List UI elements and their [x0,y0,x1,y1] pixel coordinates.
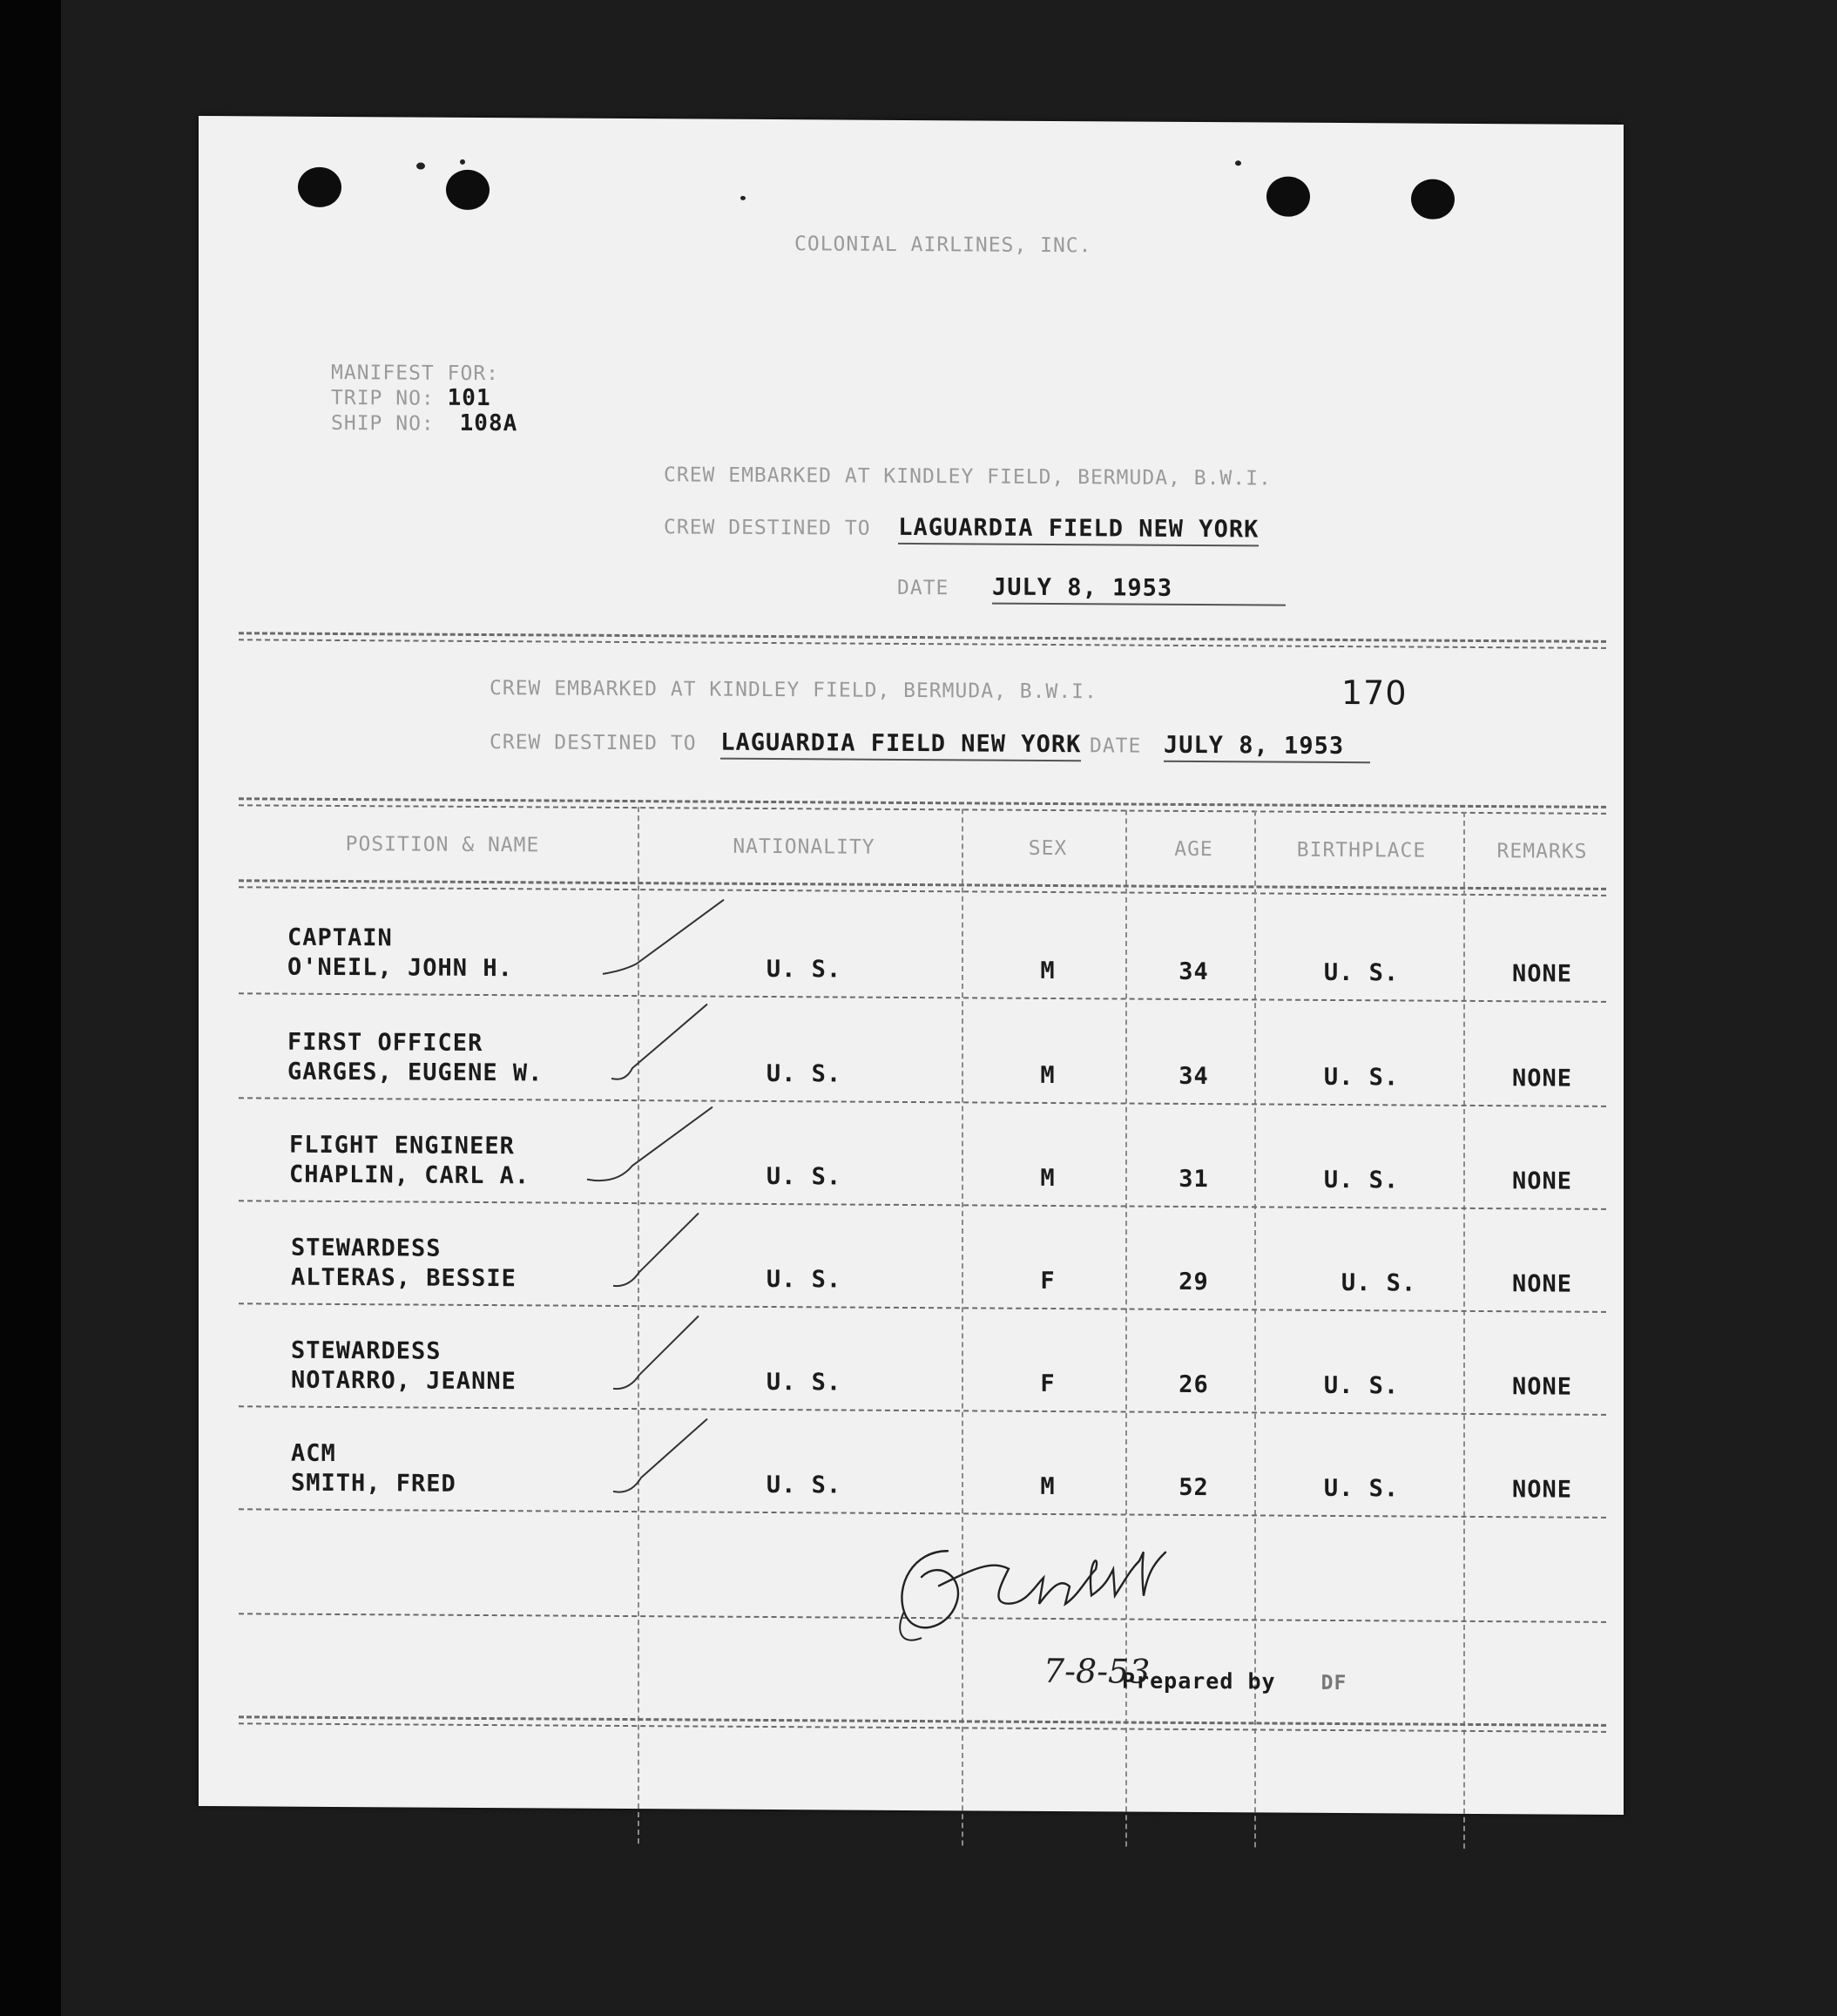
crew-position: CAPTAIN [287,923,393,952]
birthplace-cell: U. S. [1323,958,1400,987]
punch-hole-icon [1266,176,1310,216]
prepared-by [1122,1668,1347,1695]
ink-speck [460,159,465,165]
column-header-position: POSITION & NAME [345,833,540,857]
punch-hole-icon [298,167,341,207]
crew-name: CHAPLIN, CARL A. [289,1160,530,1190]
manifest-page [199,116,1624,1815]
crew-name: SMITH, FRED [291,1469,456,1498]
punch-hole-icon [446,170,490,210]
table-row-position-name [287,923,513,984]
sex-cell: M [1040,1164,1056,1193]
company-heading: COLONIAL AIRLINES, INC. [794,233,1092,258]
ink-speck [740,196,746,200]
crew-name: GARGES, EUGENE W. [287,1058,544,1087]
age-cell: 34 [1179,1062,1209,1091]
column-header-age: AGE [1174,837,1213,862]
nationality-cell: U. S. [766,1265,842,1294]
manifest-info [331,361,517,436]
ink-speck [1235,160,1241,166]
page-number: 170 [1341,673,1408,713]
ship-number: 108A [459,409,518,437]
column-header-remarks: REMARKS [1496,840,1588,863]
birthplace-cell: U. S. [1323,1371,1400,1400]
prepared-by-label: Prepared by [1122,1668,1276,1695]
crew-position: STEWARDESS [291,1336,442,1365]
nationality-cell: U. S. [766,1368,842,1397]
destined-label-2: CREW DESTINED TO [490,731,697,755]
sex-cell: M [1040,957,1056,985]
ink-speck [416,163,425,170]
remarks-cell: NONE [1511,1373,1573,1401]
row-rule [239,1405,1606,1416]
destination-1: LAGUARDIA FIELD NEW YORK [898,514,1259,547]
crew-name: ALTERAS, BESSIE [291,1263,517,1293]
scan-border [0,0,61,2016]
column-header-birthplace: BIRTHPLACE [1296,838,1427,863]
remarks-cell: NONE [1511,1270,1573,1298]
age-cell: 29 [1179,1268,1209,1296]
nationality-cell: U. S. [766,955,842,984]
nationality-cell: U. S. [766,1059,842,1088]
table-row-position-name [291,1439,456,1499]
age-cell: 31 [1179,1165,1209,1194]
destined-line-1 [664,512,1259,543]
table-row-position-name [291,1234,517,1295]
trip-number: 101 [447,384,491,412]
sex-cell: F [1040,1370,1056,1398]
row-rule [239,1200,1606,1210]
remarks-cell: NONE [1511,1167,1573,1195]
nationality-cell: U. S. [766,1471,842,1499]
birthplace-cell: U. S. [1323,1166,1400,1194]
sex-cell: M [1040,1061,1056,1090]
date-1: JULY 8, 1953 [992,574,1286,606]
destined-label-1: CREW DESTINED TO [664,516,871,540]
crew-name: O'NEIL, JOHN H. [287,953,513,983]
birthplace-cell: U. S. [1341,1269,1417,1297]
crew-position: STEWARDESS [291,1234,442,1262]
row-rule [239,992,1606,1003]
punch-hole-icon [1411,179,1455,220]
ship-label: SHIP NO: [331,411,435,436]
age-cell: 52 [1179,1473,1209,1502]
table-row-position-name [287,1028,543,1089]
remarks-cell: NONE [1511,1065,1573,1093]
remarks-cell: NONE [1511,1476,1573,1504]
date-line-1 [897,573,1286,603]
age-cell: 34 [1179,957,1209,986]
trip-label: TRIP NO: [331,386,435,410]
destination-2: LAGUARDIA FIELD NEW YORK [720,729,1081,762]
birthplace-cell: U. S. [1323,1474,1400,1503]
ship-row [331,410,517,436]
embarked-line-1: CREW EMBARKED AT KINDLEY FIELD, BERMUDA, B.W.I. [664,463,1272,490]
crew-name: NOTARRO, JEANNE [291,1366,517,1396]
column-header-sex: SEX [1028,836,1068,861]
birthplace-cell: U. S. [1323,1063,1400,1092]
remarks-cell: NONE [1511,960,1573,988]
date-label-1: DATE [897,576,949,600]
age-cell: 26 [1179,1370,1209,1399]
row-rule [239,1302,1606,1313]
destined-line-2 [490,727,1370,760]
nationality-cell: U. S. [766,1162,842,1191]
date-label-2: DATE [1089,734,1142,758]
sex-cell: M [1040,1472,1056,1501]
sex-cell: F [1040,1267,1056,1296]
table-row-position-name [291,1336,517,1397]
manifest-label: MANIFEST FOR: [331,361,500,386]
row-rule [239,1097,1606,1107]
signature-date: 7-8-53 [1043,1651,1151,1691]
embarked-line-2: CREW EMBARKED AT KINDLEY FIELD, BERMUDA, B.W.I. [490,677,1097,704]
crew-position: FLIGHT ENGINEER [289,1131,515,1160]
date-2: JULY 8, 1953 [1164,732,1370,763]
crew-position: ACM [291,1439,336,1467]
crew-position: FIRST OFFICER [287,1028,483,1057]
table-row-position-name [289,1131,530,1192]
column-header-nationality: NATIONALITY [733,835,875,859]
trip-row [331,385,517,411]
prepared-by-initials: DF [1320,1671,1347,1695]
